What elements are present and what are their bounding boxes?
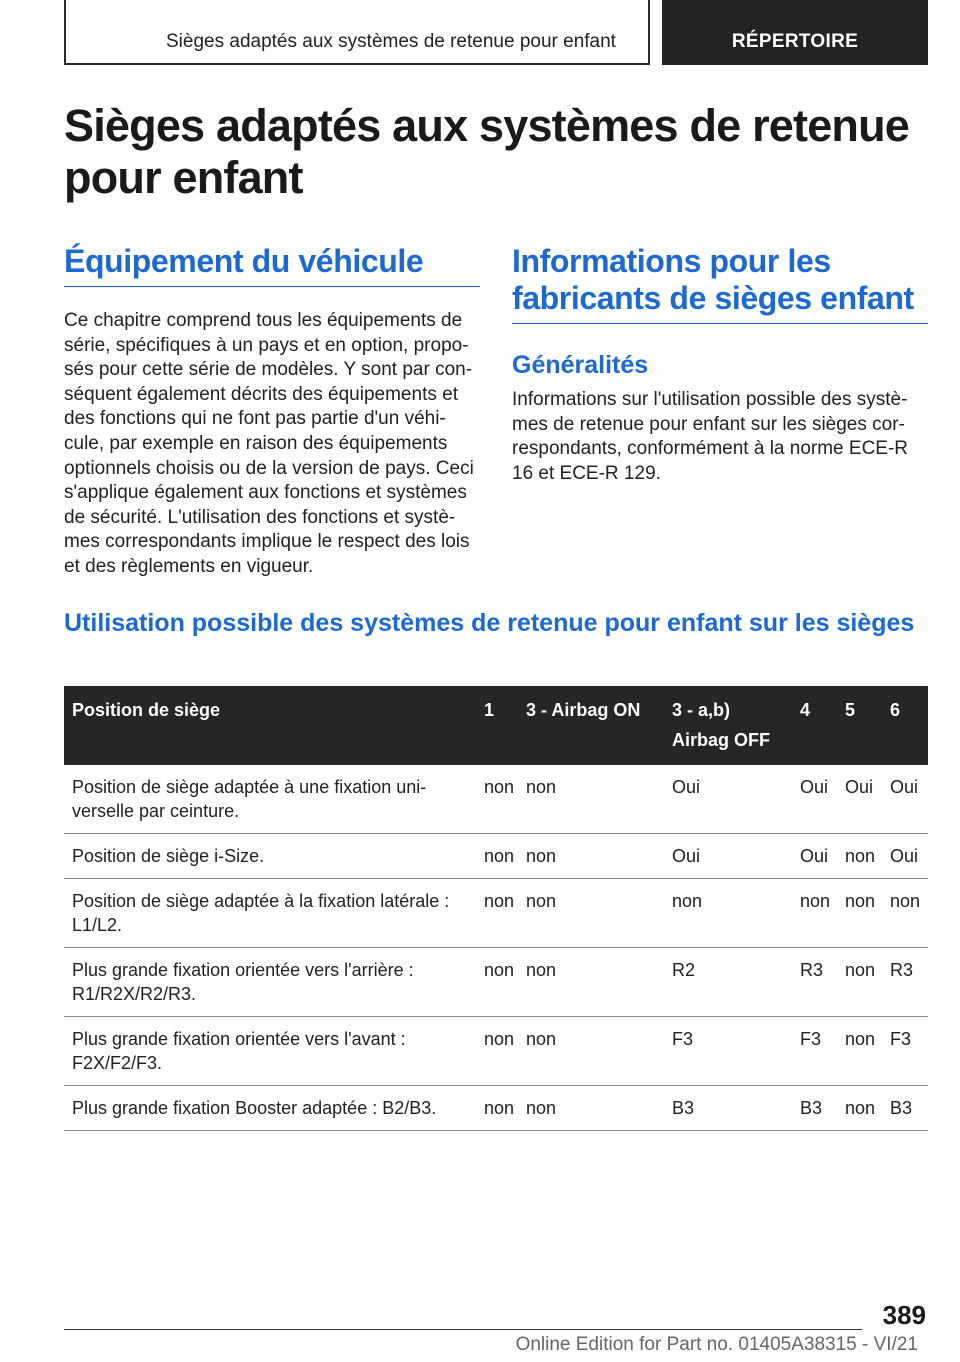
table-cell: B3	[664, 1086, 792, 1131]
table-cell-label: Plus grande fixation orientée vers l'arrière : R1/R2X/R2/R3.	[64, 948, 474, 1017]
column-header-seat-1: 1	[474, 686, 518, 765]
table-cell: non	[664, 879, 792, 948]
table-cell: F3	[664, 1017, 792, 1086]
column-header-seat-3-airbag-on: 3 - Airbag ON	[518, 686, 664, 765]
column-header-seat-4: 4	[792, 686, 837, 765]
index-tab[interactable]	[662, 0, 928, 65]
table-cell: non	[518, 765, 664, 834]
child-seat-table	[64, 686, 928, 1131]
table-cell-label: Plus grande fixation Booster adaptée : B2/B3.	[64, 1086, 474, 1131]
table-row	[64, 948, 928, 1017]
table-cell: F3	[792, 1017, 837, 1086]
table-cell: Oui	[882, 834, 928, 879]
table-cell: non	[474, 834, 518, 879]
column-header-seat-5: 5	[837, 686, 882, 765]
table-cell-label: Plus grande fixation orientée vers l'avant : F2X/F2/F3.	[64, 1017, 474, 1086]
table-section-heading: Utilisation possible des systèmes de retenue pour enfant sur les sièges	[64, 609, 915, 637]
table-cell: non	[518, 1086, 664, 1131]
table-cell: R3	[882, 948, 928, 1017]
vehicle-equipment-text: Ce chapitre comprend tous les équipements de série, spécifiques à un pays et en option, propo‐ sés pour cette série de modèles. Y sont par con‐ séquent également décrits des équipements et des fonctions qui ne font pas partie d'un véhi‐ cule, par exemple en raison des équipements optionnels choisis ou de la version de pays. Ceci s'applique également aux fonctions et systèmes de sécurité. L'utilisation des fonctions et systè‐ mes correspondants implique le respect des lois et des règlements en vigueur.	[64, 310, 474, 577]
table-cell: non	[518, 948, 664, 1017]
table-cell: R3	[792, 948, 837, 1017]
table-cell: non	[474, 1086, 518, 1131]
table-cell: non	[474, 1017, 518, 1086]
table-cell: non	[474, 765, 518, 834]
table-cell: non	[837, 879, 882, 948]
table-cell: non	[792, 879, 837, 948]
table-cell: non	[837, 834, 882, 879]
table-cell: non	[518, 1017, 664, 1086]
table-row	[64, 1017, 928, 1086]
table-row	[64, 765, 928, 834]
table-cell: Oui	[882, 765, 928, 834]
column-header-seat-3-line-2: Airbag OFF	[672, 730, 770, 750]
table-row	[64, 1086, 928, 1131]
section-tab-label: Sièges adaptés aux systèmes de retenue pour enfant	[166, 31, 616, 52]
vehicle-equipment-heading: Équipement du véhicule	[64, 243, 480, 287]
table-cell: B3	[882, 1086, 928, 1131]
column-header-position: Position de siège	[64, 686, 474, 765]
table-cell: Oui	[792, 834, 837, 879]
table-cell-label: Position de siège adaptée à la fixation latérale : L1/L2.	[64, 879, 474, 948]
table-cell: Oui	[837, 765, 882, 834]
page-title: Sièges adaptés aux systèmes de retenue pour enfant	[64, 100, 910, 203]
top-navigation	[64, 0, 928, 65]
table-row	[64, 879, 928, 948]
column-header-seat-6: 6	[882, 686, 928, 765]
footer-edition-text: Online Edition for Part no. 01405A38315 - VI/21	[515, 1334, 918, 1355]
table-cell: R2	[664, 948, 792, 1017]
table-cell: B3	[792, 1086, 837, 1131]
manufacturer-info-heading: Informations pour les fabricants de sièges enfant	[512, 243, 928, 324]
general-subheading: Généralités	[512, 351, 649, 379]
table-cell: F3	[882, 1017, 928, 1086]
table-cell: non	[518, 879, 664, 948]
table-cell: non	[837, 1086, 882, 1131]
table-cell: non	[474, 948, 518, 1017]
table-cell: non	[882, 879, 928, 948]
table-cell-label: Position de siège adaptée à une fixation uni‐ verselle par ceinture.	[64, 765, 474, 834]
table-cell: Oui	[664, 834, 792, 879]
table-cell-label: Position de siège i-Size.	[64, 834, 474, 879]
index-tab-label: RÉPERTOIRE	[731, 31, 859, 52]
left-column	[64, 243, 480, 580]
table-cell: non	[837, 1017, 882, 1086]
column-header-seat-3-airbag-off	[664, 686, 792, 765]
table-row	[64, 834, 928, 879]
column-header-seat-3-line-1: 3 - a,b)	[672, 700, 731, 720]
table-cell: Oui	[792, 765, 837, 834]
table-header-row	[64, 686, 928, 765]
section-tab[interactable]	[64, 0, 650, 65]
footer-divider	[64, 1329, 862, 1330]
right-column	[512, 243, 928, 486]
general-text: Informations sur l'utilisation possible des systè‐ mes de retenue pour enfant sur les sièges cor‐ respondants, conformément à la norme ECE-R 16 et ECE-R 129.	[512, 389, 909, 484]
table-cell: non	[474, 879, 518, 948]
table-cell: non	[837, 948, 882, 1017]
table-cell: non	[518, 834, 664, 879]
table-cell: Oui	[664, 765, 792, 834]
page-number: 389	[882, 1300, 926, 1330]
